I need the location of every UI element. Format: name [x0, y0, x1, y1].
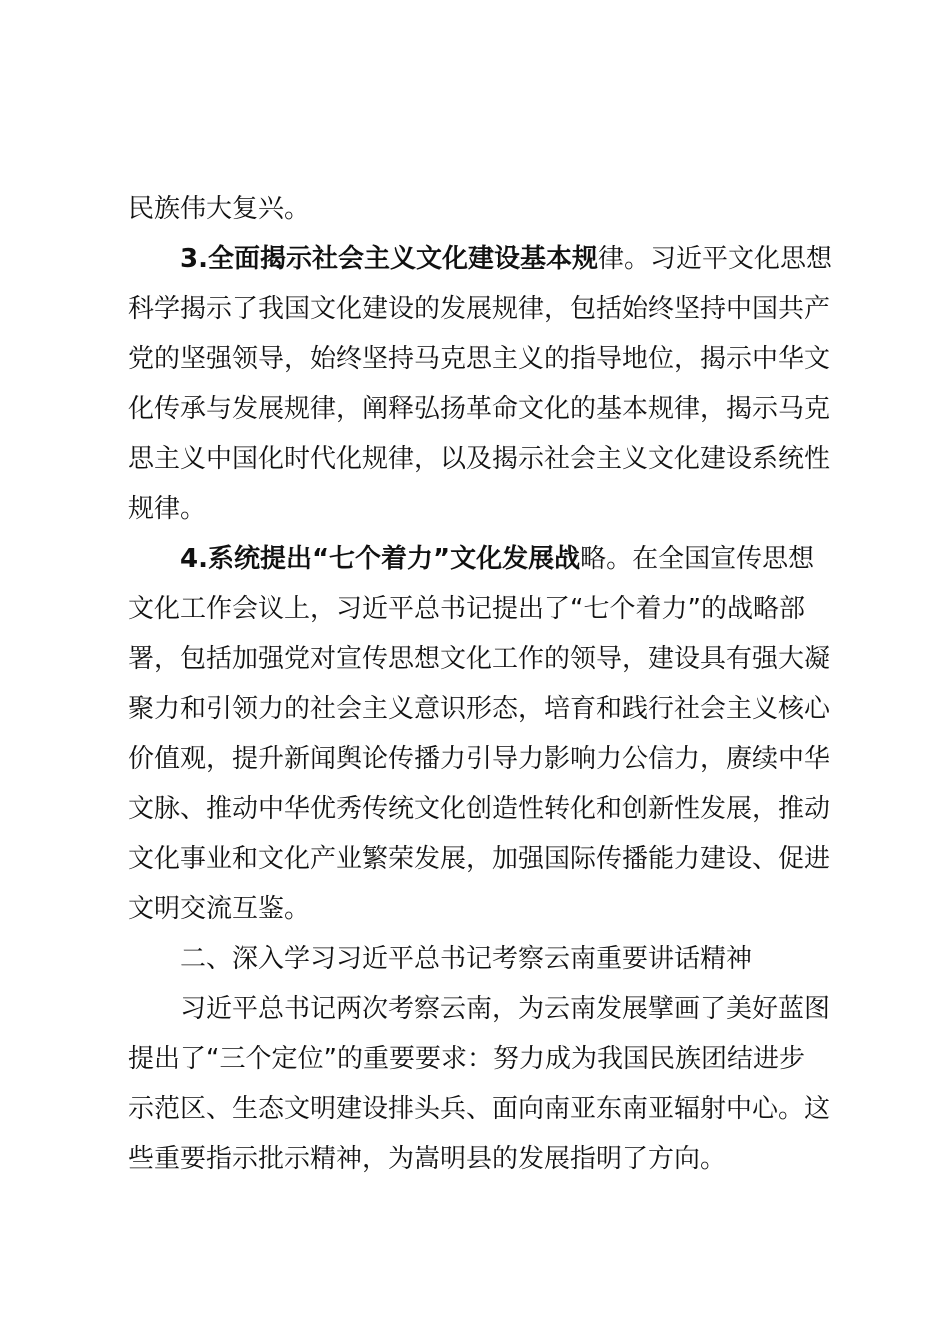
section-3-line: 党的坚强领导，始终坚持马克思主义的指导地位，揭示中华文 — [128, 344, 831, 374]
part-2-paragraph-line: 习近平总书记两次考察云南，为云南发展擘画了美好蓝图 — [180, 994, 831, 1024]
section-4-first-line — [128, 534, 830, 584]
section-4-line: 文脉、推动中华优秀传统文化创造性转化和创新性发展，推动 — [128, 794, 831, 824]
document-page — [128, 184, 830, 1184]
section-4-line: 文化事业和文化产业繁荣发展，加强国际传播能力建设、促进 — [128, 844, 831, 874]
section-3-line: 科学揭示了我国文化建设的发展规律，包括始终坚持中国共产 — [128, 294, 831, 324]
section-3-heading-tail: 律。 — [597, 244, 650, 274]
section-4-line: 文化工作会议上，习近平总书记提出了“七个着力”的战略部 — [128, 594, 805, 624]
section-3-line: 思主义中国化时代化规律，以及揭示社会主义文化建设系统性 — [128, 444, 831, 474]
paragraph-continuation: 民族伟大复兴。 — [128, 194, 311, 224]
part-2-paragraph-line: 些重要指示批示精神，为嵩明县的发展指明了方向。 — [128, 1144, 727, 1174]
part-2-paragraph-line: 示范区、生态文明建设排头兵、面向南亚东南亚辐射中心。这 — [128, 1094, 831, 1124]
section-3-text-start: 习近平文化思想 — [649, 244, 832, 274]
section-4-line: 聚力和引领力的社会主义意识形态，培育和践行社会主义核心 — [128, 694, 831, 724]
section-4-line: 署，包括加强党对宣传思想文化工作的领导，建设具有强大凝 — [128, 644, 831, 674]
part-2-paragraph-line: 提出了“三个定位”的重要要求：努力成为我国民族团结进步 — [128, 1044, 805, 1074]
section-4-heading-tail: 略。 — [580, 544, 633, 574]
section-3-line: 规律。 — [128, 494, 207, 524]
section-4-text-start: 在全国宣传思想 — [632, 544, 815, 574]
section-4-heading: 4.系统提出“七个着力”文化发展战 — [180, 544, 581, 574]
section-3-first-line — [128, 234, 830, 284]
section-3-line: 化传承与发展规律，阐释弘扬革命文化的基本规律，揭示马克 — [128, 394, 831, 424]
section-4-line: 价值观，提升新闻舆论传播力引导力影响力公信力，赓续中华 — [128, 744, 831, 774]
part-2-heading: 二、深入学习习近平总书记考察云南重要讲话精神 — [180, 944, 753, 974]
section-3-heading: 3.全面揭示社会主义文化建设基本规 — [180, 244, 598, 274]
section-4-line: 文明交流互鉴。 — [128, 894, 311, 924]
